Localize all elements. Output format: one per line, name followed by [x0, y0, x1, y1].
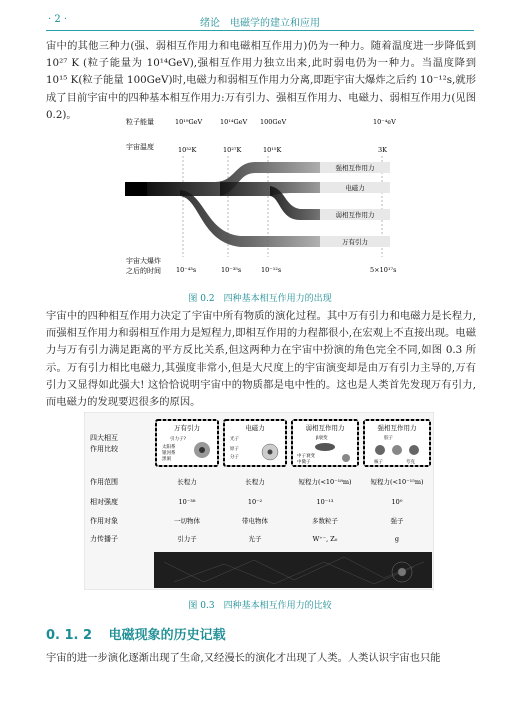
em-inset-3: 分子 — [230, 455, 239, 460]
gravity-inset-1: 引力子? — [170, 437, 186, 442]
row-object: 作用对象 — [90, 517, 118, 525]
time-1: 10⁻⁴³s — [176, 266, 197, 274]
row-carrier: 力传播子 — [90, 535, 118, 543]
force-weak: 弱相互作用力 — [335, 211, 375, 219]
strong-object: 强子 — [390, 517, 404, 525]
header-title: 绪论 电磁学的建立和应用 — [200, 18, 320, 29]
energy-1: 10¹⁹GeV — [175, 118, 203, 126]
weak-range: 短程力(<10⁻¹⁸m) — [298, 478, 352, 486]
figure-force-comparison — [84, 412, 434, 590]
strong-carrier: g — [394, 535, 400, 543]
section-number: 0. 1. 2 — [46, 628, 93, 643]
paragraph-1: 宙中的其他三种力(强、弱相互作用力和电磁相互作用力)仍为一种力。随着温度进一步降低到 10²⁷ K (粒子能量为 10¹⁴GeV),强相互作用力独立出来,此时弱电仍为一种力。当温度降到 10¹⁵ K(粒子能量 100GeV)时,电磁力和弱相互作用力分离,即距宇宙大爆炸之后约 10⁻¹²s,就形成了目前宇宙中的四种基本相互作用力:万有引力、强相互作用力、电磁力、弱相互作用力(见图 0.2)。 — [46, 40, 476, 121]
section-title: 电磁现象的历史记载 — [108, 628, 226, 643]
em-inset-1: 光子 — [230, 437, 239, 442]
temp-2: 10²⁷K — [223, 146, 242, 154]
temp-4: 3K — [378, 146, 387, 154]
comparison-header-2: 作用比较 — [90, 445, 118, 453]
strong-name: 强相互作用力 — [377, 424, 417, 432]
strong-range: 短程力(<10⁻¹⁵m) — [370, 478, 424, 486]
comparison-header-1: 四大相互 — [90, 434, 118, 442]
em-carrier: 光子 — [248, 535, 262, 543]
figure-0-2-caption: 图 0.2 四种基本相互作用力的出现 — [188, 294, 332, 304]
gravity-name: 万有引力 — [174, 424, 200, 432]
force-gravity: 万有引力 — [342, 238, 368, 246]
weak-name: 弱相互作用力 — [305, 424, 345, 432]
energy-4: 10⁻⁴eV — [373, 118, 396, 126]
paragraph-2: 宇宙中的四种相互作用力决定了宇宙中所有物质的演化过程。其中万有引力和电磁力是长程力,而强相互作用力和弱相互作用力是短程力,即相互作用的力程都很小,在宏观上不直接出现。电磁力与万有引力满足距离的平方反比关系,但这两种力在宇宙中扮演的角色完全不同,如图 0.3 所示。万有引力相比电磁力,其强度非常小,但是大尺度上的宇宙演变却是由万有引力主导的,万有引力又显得如此强大! 这恰恰说明宇宙中的物质都是电中性的。这也是人类首先发现万有引力,而电磁力的发现要迟很多的原因。 — [46, 310, 476, 409]
row-label-time-2: 之后的时间 — [126, 267, 161, 275]
gravity-inset-2: 太阳系 — [162, 445, 176, 450]
weak-inset-3: 中微子 — [297, 460, 311, 465]
row-label-temperature: 宇宙温度 — [126, 143, 154, 151]
em-range: 长程力 — [245, 478, 265, 486]
force-bands — [125, 162, 390, 247]
energy-2: 10¹⁴GeV — [220, 118, 248, 126]
weak-inset-2: 中子衰变 — [297, 454, 315, 459]
gravity-carrier: 引力子 — [177, 535, 197, 543]
gravity-object: 一切物体 — [174, 517, 200, 525]
temp-3: 10¹⁵K — [263, 146, 282, 154]
gravity-inset-4: 黑洞 — [162, 457, 171, 462]
page-number: · 2 · — [48, 14, 68, 25]
em-strength: 10⁻² — [247, 498, 263, 506]
em-inset-2: 原子 — [230, 447, 239, 452]
gravity-inset-3: 银河系 — [162, 451, 176, 456]
figure-0-3-caption: 图 0.3 四种基本相互作用力的比较 — [188, 601, 332, 611]
paragraph-3: 宇宙的进一步演化逐渐出现了生命,又经漫长的演化才出现了人类。人类认识宇宙也只能 — [46, 652, 441, 664]
strong-inset-3: 夸克 — [406, 460, 415, 465]
em-name: 电磁力 — [245, 424, 265, 432]
time-4: 5×10¹⁷s — [370, 266, 397, 274]
gravity-strength: 10⁻³⁸ — [178, 498, 196, 506]
strong-inset-2: 核子 — [374, 460, 383, 465]
row-label-time-1: 宇宙大爆炸 — [126, 257, 161, 265]
gravity-range: 长程力 — [177, 478, 197, 486]
energy-3: 100GeV — [260, 118, 287, 126]
em-object: 带电物体 — [242, 517, 268, 525]
running-header — [46, 10, 474, 31]
row-strength: 相对强度 — [90, 498, 118, 506]
temp-1: 10³²K — [178, 146, 197, 154]
force-electromagnetic: 电磁力 — [345, 184, 365, 192]
strong-strength: 10⁰ — [391, 498, 403, 506]
row-range: 作用范围 — [90, 478, 118, 486]
weak-object: 多数粒子 — [312, 517, 338, 525]
weak-strength: 10⁻¹³ — [316, 498, 334, 506]
section-heading — [46, 624, 226, 643]
strong-inset-1: 胶子 — [384, 436, 393, 441]
time-2: 10⁻³⁵s — [221, 266, 242, 274]
weak-carrier: W⁺⁻, Z₀ — [312, 535, 338, 543]
figure-force-emergence — [120, 112, 410, 287]
time-3: 10⁻¹²s — [261, 266, 282, 274]
force-strong: 强相互作用力 — [335, 164, 375, 172]
weak-inset-1: β衰变 — [316, 436, 328, 441]
row-label-energy: 粒子能量 — [126, 118, 154, 126]
